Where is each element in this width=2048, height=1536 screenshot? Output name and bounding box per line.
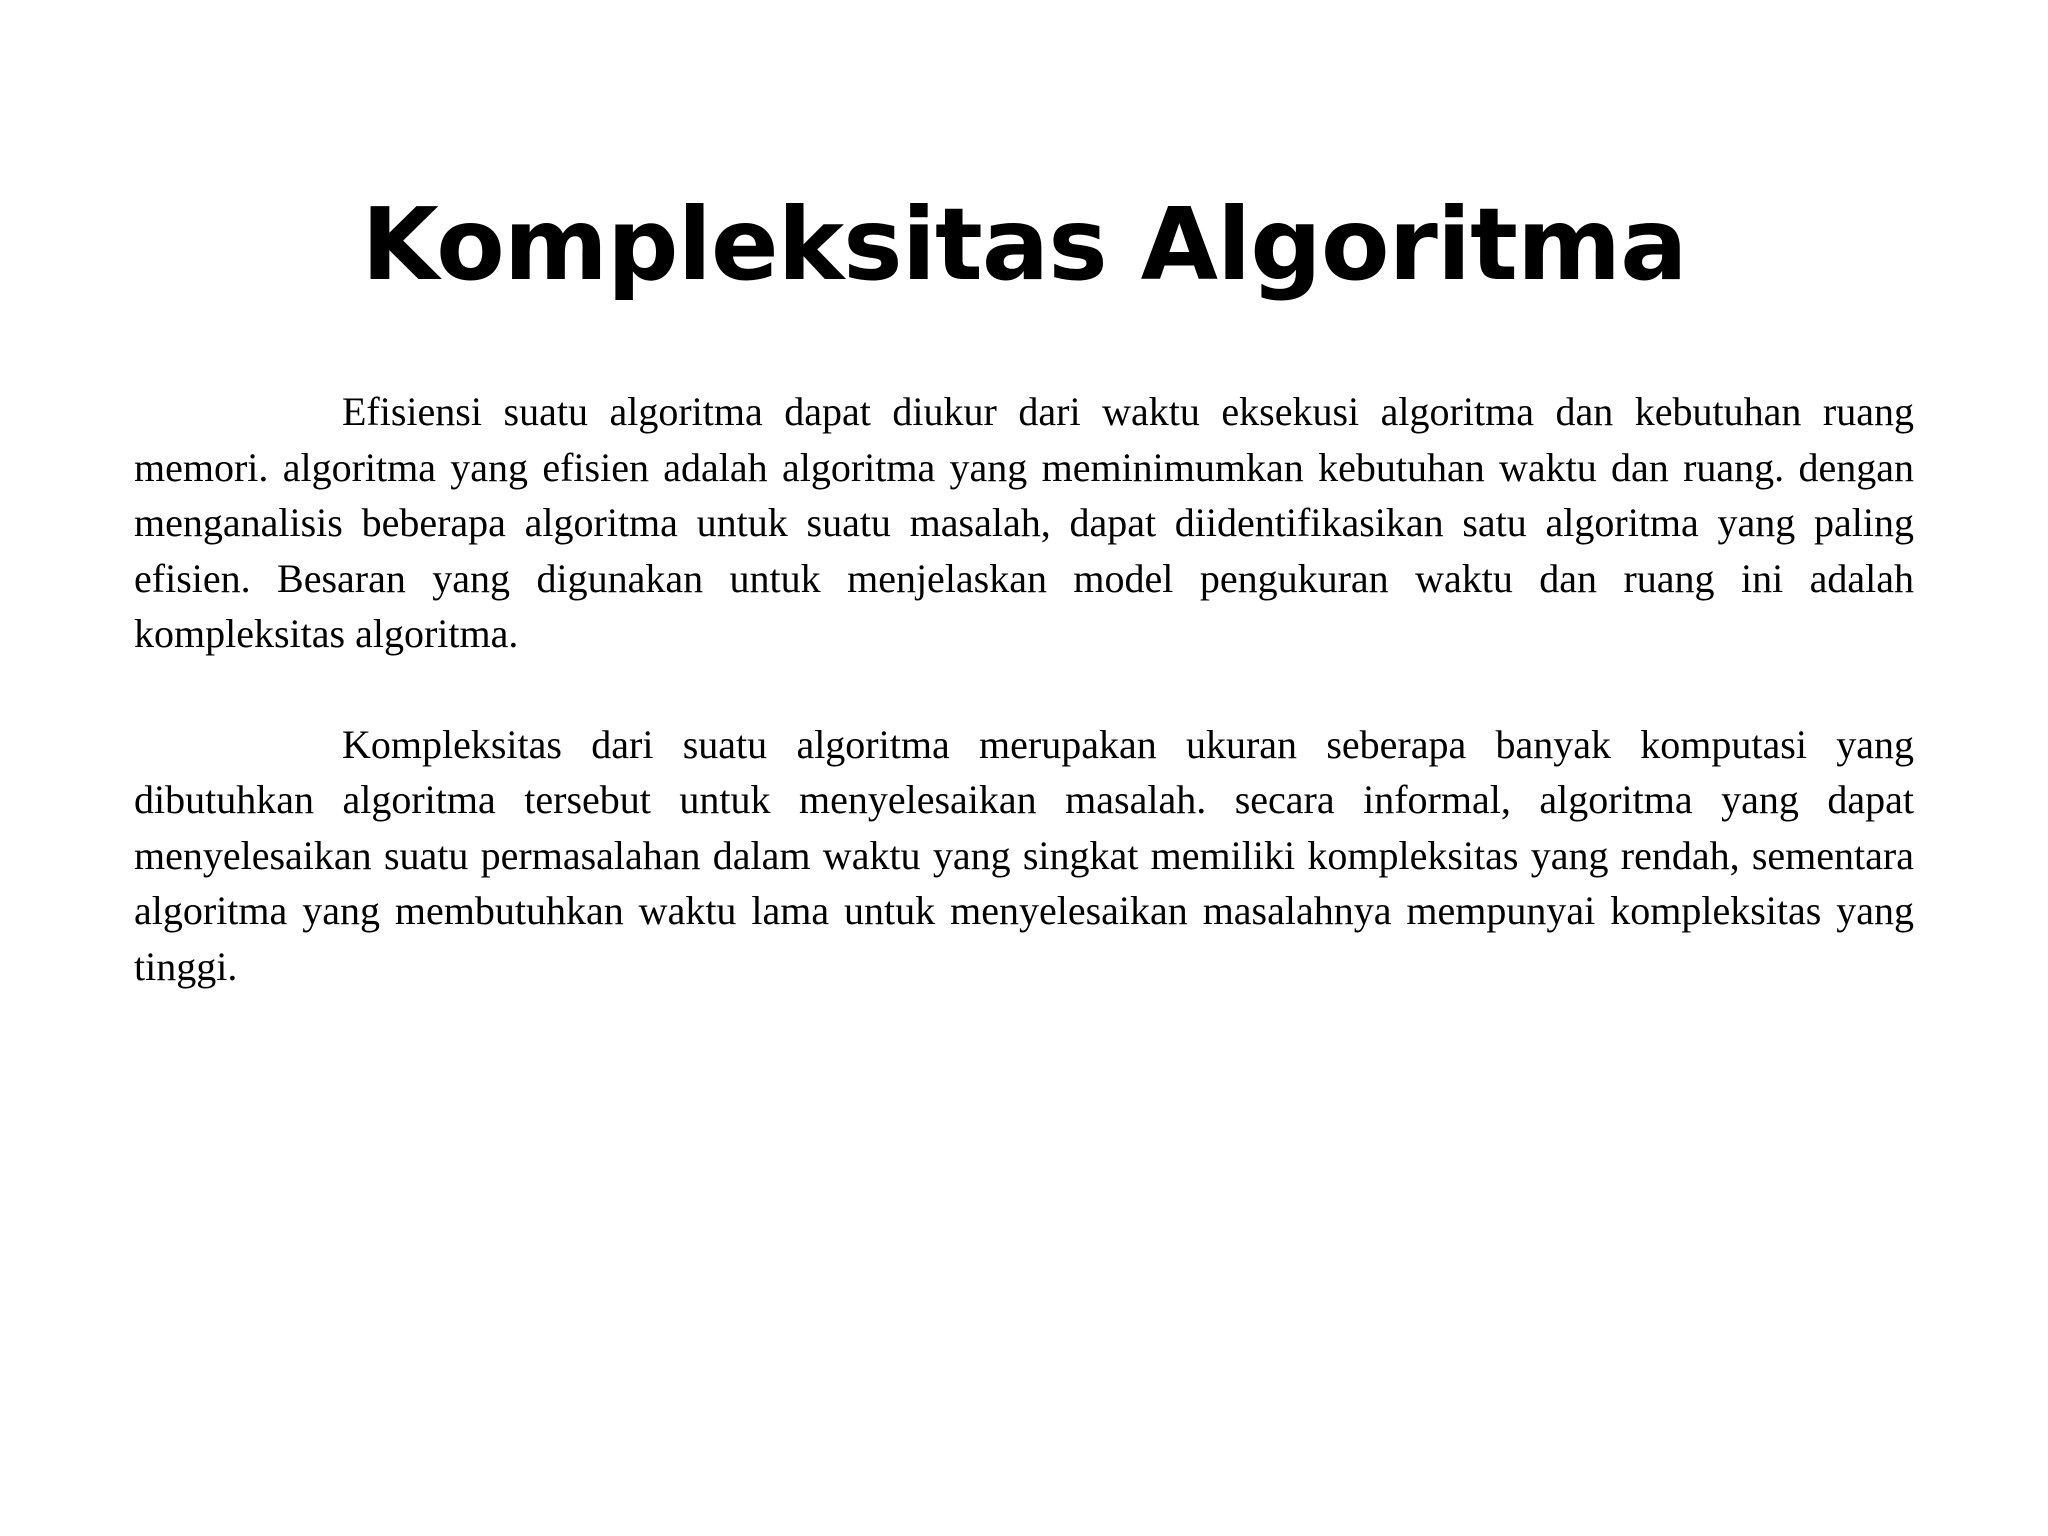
slide-body — [134, 384, 1914, 994]
slide-title: Kompleksitas Algoritma — [361, 186, 1687, 303]
paragraph-complexity: Kompleksitas dari suatu algoritma merupakan ukuran seberapa banyak komputasi yang dibutuhkan algoritma tersebut untuk menyelesaikan masalah. secara informal, algoritma yang dapat menyelesaikan suatu permasalahan dalam waktu yang singkat memiliki kompleksitas yang rendah, sementara algoritma yang membutuhkan waktu lama untuk menyelesaikan masalahnya mempunyai kompleksitas yang tinggi. — [134, 721, 1914, 989]
paragraph-efficiency: Efisiensi suatu algoritma dapat diukur dari waktu eksekusi algoritma dan kebutuhan ruang memori. algoritma yang efisien adalah algoritma yang meminimumkan kebutuhan waktu dan ruang. dengan menganalisis beberapa algoritma untuk suatu masalah, dapat diidentifikasikan satu algoritma yang paling efisien. Besaran yang digunakan untuk menjelaskan model pengukuran waktu dan ruang ini adalah kompleksitas algoritma. — [134, 389, 1914, 656]
